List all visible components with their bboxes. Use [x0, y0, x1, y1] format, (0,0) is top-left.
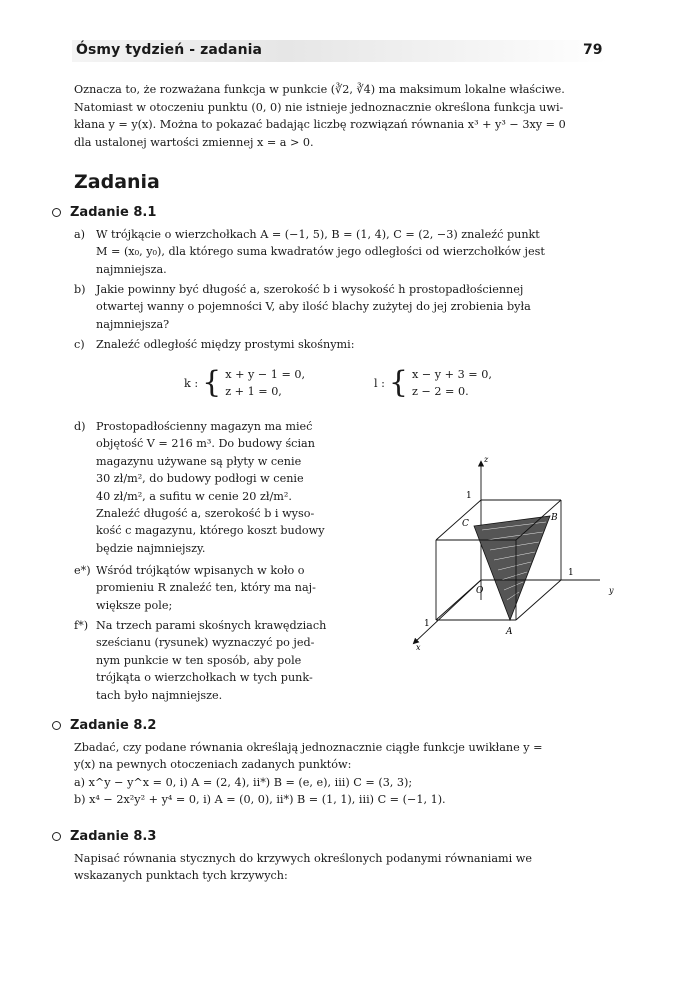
exercise-8-1-heading — [52, 205, 156, 220]
exercise-title: Zadanie 8.1 — [70, 205, 157, 220]
item-line: trójkąta o wierzchołkach w tych punk- — [96, 671, 313, 685]
item-line: Znaleźć długość a, szerokość b i wyso- — [96, 507, 315, 521]
system-k — [184, 366, 305, 400]
page-number: 79 — [583, 42, 603, 58]
l-label: l : — [374, 376, 385, 390]
shaded-triangle — [474, 516, 550, 620]
item-label: a) — [74, 228, 86, 241]
k-equation-2: z + 1 = 0, — [225, 385, 282, 398]
item-line: Zbadać, czy podane równania określają jednoznacznie ciągłe funkcje uwikłane y = — [74, 741, 543, 754]
item-line: Prostopadłościenny magazyn ma mieć — [96, 420, 313, 433]
intro-paragraph — [74, 81, 608, 151]
exercise-8-2-b: b) x⁴ − 2x²y² + y⁴ = 0, i) A = (0, 0), ii*) B = (1, 1), iii) C = (−1, 1). — [74, 793, 446, 807]
item-line: 40 zł/m², a sufitu w cenie 20 zł/m². — [96, 489, 292, 503]
item-line: otwartej wanny o pojemności V, aby ilość blachy zużytej do jej zrobienia była — [96, 300, 531, 314]
origin-label: O — [476, 586, 484, 596]
one-z-label: 1 — [466, 491, 472, 501]
item-line: nym punkcie w ten sposób, aby pole — [96, 653, 302, 667]
k-label: k : — [184, 376, 199, 390]
one-x-label: 1 — [424, 619, 430, 629]
item-label: f*) — [74, 619, 89, 632]
circle-bullet-icon — [52, 832, 61, 841]
section-title: Zadania — [74, 171, 160, 193]
l-equation-2: z − 2 = 0. — [412, 385, 469, 398]
intro-line: Natomiast w otoczeniu punktu (0, 0) nie istnieje jednoznacznie określona funkcja uwi- — [74, 100, 564, 114]
item-line: W trójkącie o wierzchołkach A = (−1, 5), B = (1, 4), C = (2, −3) znaleźć punkt — [96, 228, 540, 241]
exercise-8-2-heading — [52, 718, 156, 733]
item-line: najmniejsza? — [96, 317, 170, 331]
item-line: Jakie powinny być długość a, szerokość b i wysokość h prostopadłościennej — [96, 283, 524, 296]
item-label: c) — [74, 338, 85, 351]
one-y-label: 1 — [568, 568, 574, 578]
vertex-c-label: C — [462, 519, 469, 529]
z-label: z — [484, 455, 489, 464]
running-title: Ósmy tydzień - zadania — [76, 42, 263, 58]
circle-bullet-icon — [52, 721, 61, 730]
circle-bullet-icon — [52, 208, 61, 217]
item-line: Na trzech parami skośnych krawędziach — [96, 619, 327, 632]
item-line: będzie najmniejszy. — [96, 541, 206, 555]
item-label: e*) — [74, 564, 91, 577]
exercise-8-1-f — [74, 617, 364, 704]
item-line: najmniejsza. — [96, 262, 167, 276]
item-line: Znaleźć odległość między prostymi skośnymi: — [96, 338, 355, 351]
exercise-8-2-body — [74, 739, 614, 809]
exercise-8-3-body — [74, 850, 614, 885]
item-line: M = (x₀, y₀), dla którego suma kwadratów jego odległości od wierzchołków jest — [96, 245, 545, 259]
l-equation-1: x − y + 3 = 0, — [412, 368, 492, 381]
item-line: Napisać równania stycznych do krzywych określonych podanymi równaniami we — [74, 852, 532, 865]
item-label: d) — [74, 420, 86, 433]
item-line: tach było najmniejsze. — [96, 688, 223, 702]
item-line: 30 zł/m², do budowy podłogi w cenie — [96, 472, 304, 486]
exercise-8-1-a — [74, 226, 614, 278]
vertex-a-label: A — [506, 627, 513, 637]
item-line: sześcianu (rysunek) wyznaczyć po jed- — [96, 636, 315, 650]
exercise-8-3-heading — [52, 829, 156, 844]
item-label: b) — [74, 283, 86, 296]
y-label: y — [609, 586, 614, 595]
k-equation-1: x + y − 1 = 0, — [225, 368, 306, 381]
exercise-8-1-b — [74, 281, 614, 333]
left-brace-icon: { — [388, 365, 408, 400]
exercise-title: Zadanie 8.2 — [70, 718, 157, 733]
item-line: kość c magazynu, którego koszt budowy — [96, 524, 325, 538]
left-brace-icon: { — [202, 365, 222, 400]
system-l — [374, 366, 492, 400]
item-line: objętość V = 216 m³. Do budowy ścian — [96, 437, 315, 451]
item-line: Wśród trójkątów wpisanych w koło o — [96, 564, 305, 577]
item-line: promieniu R znaleźć ten, który ma naj- — [96, 581, 316, 595]
exercise-8-1-e — [74, 562, 364, 614]
cube-figure — [400, 450, 630, 660]
exercise-8-2-a: a) x^y − y^x = 0, i) A = (2, 4), ii*) B = (e, e), iii) C = (3, 3); — [74, 775, 413, 789]
item-line: większe pole; — [96, 598, 173, 612]
item-line: magazynu używane są płyty w cenie — [96, 454, 302, 468]
vertex-b-label: B — [551, 513, 558, 523]
exercise-8-1-c — [74, 336, 614, 353]
intro-line: dla ustalonej wartości zmiennej x = a > 0. — [74, 135, 314, 149]
item-line: wskazanych punktach tych krzywych: — [74, 869, 288, 883]
item-line: y(x) na pewnych otoczeniach zadanych punktów: — [74, 758, 352, 772]
x-label: x — [416, 643, 421, 652]
intro-line: Oznacza to, że rozważana funkcja w punkcie (∛2, ∛4) ma maksimum lokalne właściwe. — [74, 83, 565, 96]
exercise-8-1-d — [74, 418, 364, 557]
exercise-title: Zadanie 8.3 — [70, 829, 157, 844]
intro-line: kłana y = y(x). Można to pokazać badając liczbę rozwiązań równania x³ + y³ − 3xy = 0 — [74, 118, 566, 132]
